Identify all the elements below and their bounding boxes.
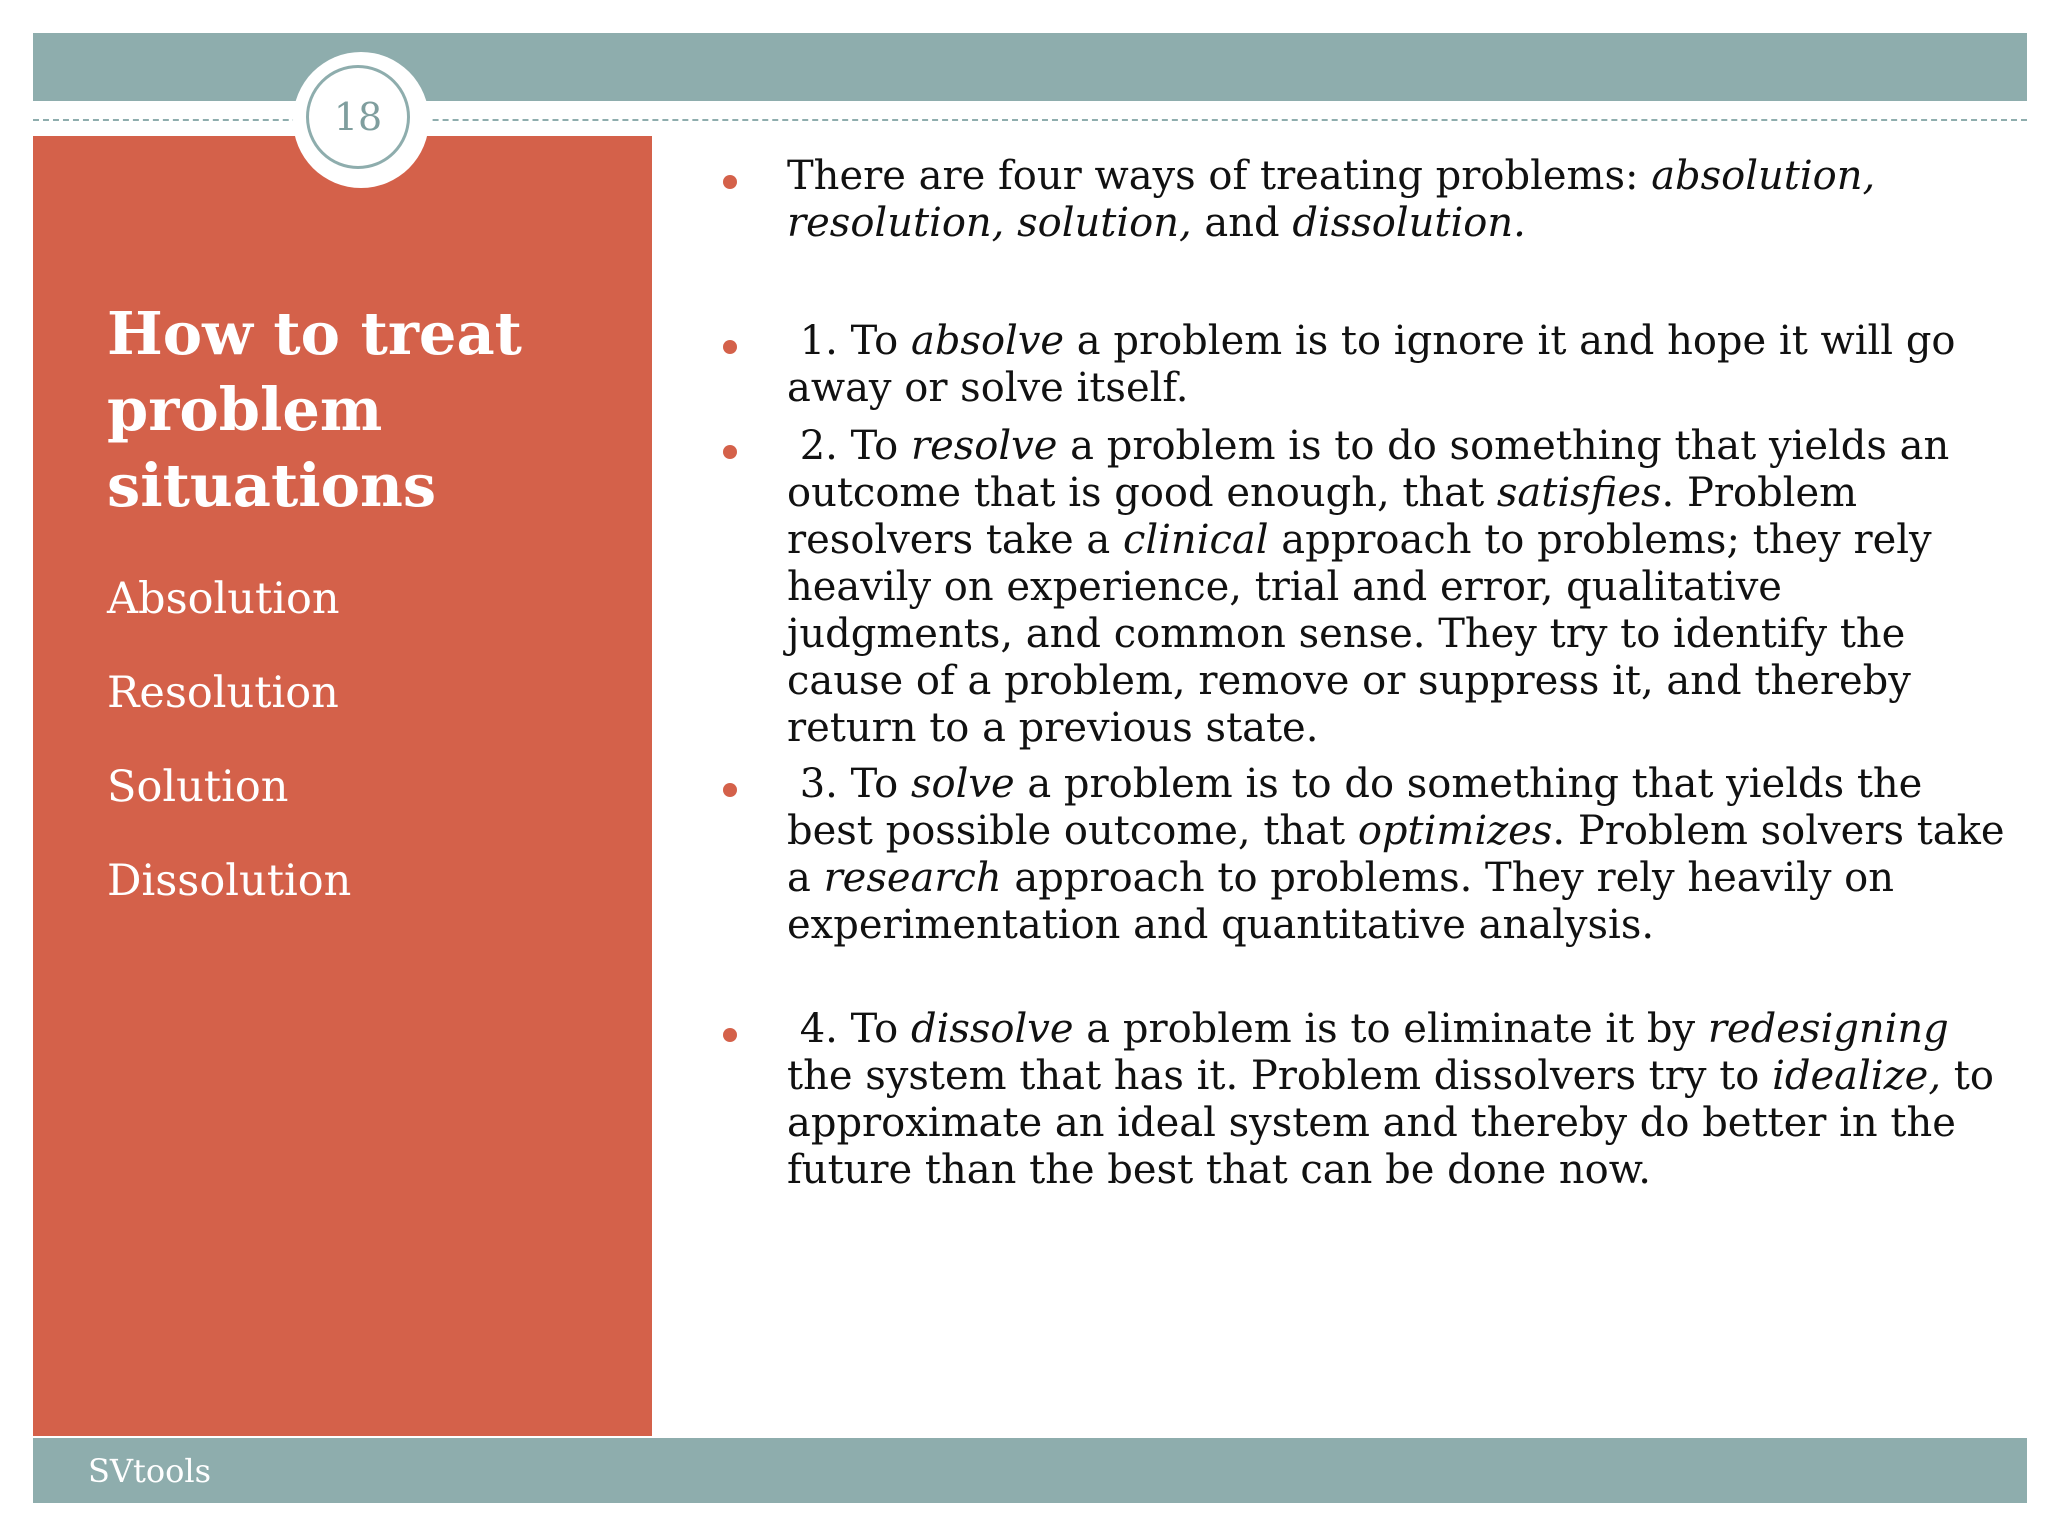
text-run: the system that has it. Problem dissolvers try to [787, 1006, 1962, 1099]
bullet-text [787, 761, 2018, 949]
slide [33, 33, 2027, 1503]
slide-number: 18 [306, 65, 410, 169]
emphasis-text: research [823, 855, 1002, 901]
bullet-text [787, 423, 2005, 752]
emphasis-text: dissolve [910, 1006, 1074, 1052]
text-run: approach to problems. They rely heavily on experimentation and quantitative analysis. [787, 855, 1907, 948]
bullet-text [787, 318, 2005, 412]
sidebar-item-solution: Solution [107, 762, 289, 812]
emphasis-text: absolve [910, 318, 1065, 364]
emphasis-text: optimizes [1357, 808, 1553, 854]
sidebar-list [107, 570, 627, 946]
bullet-dot-icon [723, 445, 737, 459]
emphasis-text: dissolution. [1292, 200, 1526, 246]
text-run: 2. To [787, 423, 911, 469]
text-run: There are four ways of treating problems: [787, 153, 1652, 199]
bullet-dot-icon [723, 175, 737, 189]
text-run: and [1191, 200, 1293, 246]
text-run: a problem is to ignore it and hope it will go away or solve itself. [787, 318, 1969, 411]
text-run: to approximate an ideal system and thereby do better in the future than the best that can be done now. [787, 1053, 2007, 1193]
emphasis-text: resolve [910, 423, 1058, 469]
text-run: approach to problems; they rely heavily on experience, trial and error, qualitative judgments, and common sense. They try to identify the cause of a problem, remove or suppress it, and thereby return to a previous state. [787, 517, 1945, 751]
text-run: . Problem solvers take a [787, 808, 2018, 901]
footer-text: SVtools [88, 1452, 212, 1490]
slide-number-badge [293, 52, 429, 188]
bullet-text [787, 1006, 2005, 1194]
sidebar-item-dissolution: Dissolution [107, 856, 352, 906]
footer-band [33, 1438, 2027, 1503]
sidebar-item-resolution: Resolution [107, 668, 339, 718]
bullet-text [787, 153, 2005, 247]
bullet-dot-icon [723, 1028, 737, 1042]
text-run: a problem is to do something that yields the best possible outcome, that [787, 761, 1936, 854]
text-run: a problem is to eliminate it by [1073, 1006, 1708, 1052]
sidebar-item-absolution: Absolution [107, 574, 340, 624]
text-run: 4. To [787, 1006, 911, 1052]
left-panel [33, 136, 652, 1436]
text-run: 1. To [787, 318, 911, 364]
emphasis-text: redesigning [1707, 1006, 1949, 1052]
slide-title: How to treat problem situations [107, 299, 522, 520]
emphasis-text: solve [910, 761, 1015, 807]
emphasis-text: satisfies [1496, 470, 1662, 516]
emphasis-text: absolution, resolution, solution, [787, 153, 1888, 246]
bullet-dot-icon [723, 340, 737, 354]
text-run: 3. To [787, 761, 911, 807]
emphasis-text: clinical [1122, 517, 1269, 563]
text-run: a problem is to do something that yields an outcome that is good enough, that [787, 423, 1962, 516]
emphasis-text: idealize, [1772, 1053, 1942, 1099]
bullet-dot-icon [723, 783, 737, 797]
text-run: . Problem resolvers take a [787, 470, 1870, 563]
